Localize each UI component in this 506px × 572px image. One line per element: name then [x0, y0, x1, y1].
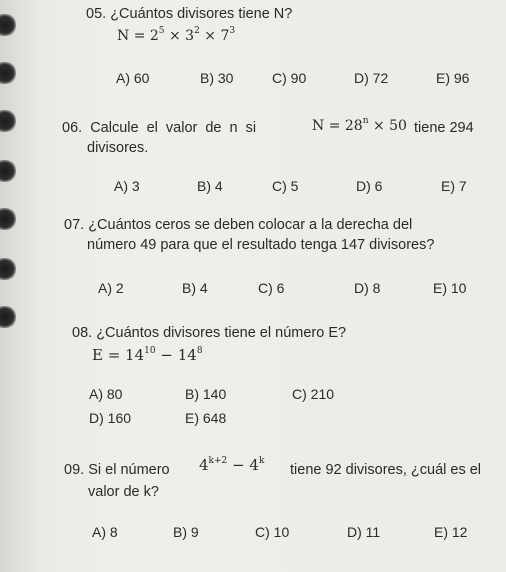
binding-ring — [0, 160, 16, 182]
binding-ring — [0, 258, 16, 280]
option-d[interactable]: D) 72 — [354, 70, 389, 86]
binding-ring — [0, 306, 16, 328]
question-text: tiene 92 divisores, ¿cuál es el — [290, 462, 482, 478]
option-b[interactable]: B) 30 — [200, 70, 234, 86]
option-e[interactable]: E) 648 — [185, 410, 227, 426]
formula-09: $4^{k+2} - 4^k$ — [199, 456, 265, 474]
option-e[interactable]: E) 96 — [436, 70, 470, 86]
question-text: tiene 294 — [414, 120, 474, 136]
option-a[interactable]: A) 2 — [98, 280, 124, 296]
binding-ring — [0, 208, 16, 230]
option-a[interactable]: A) 3 — [114, 178, 140, 194]
option-a[interactable]: A) 80 — [89, 386, 123, 402]
option-c[interactable]: C) 210 — [292, 386, 335, 402]
binding-ring — [0, 110, 16, 132]
formula-06: $N = 28^n \times 50$ — [312, 116, 407, 134]
option-c[interactable]: C) 90 — [272, 70, 307, 86]
option-b[interactable]: B) 4 — [182, 280, 208, 296]
binding-ring — [0, 62, 16, 84]
question-05 — [86, 5, 292, 24]
question-text: Si el número — [88, 462, 170, 478]
question-number: 08. — [72, 325, 93, 341]
question-text: valor de k? — [88, 484, 159, 500]
question-09 — [64, 461, 170, 480]
option-e[interactable]: E) 12 — [434, 524, 468, 540]
option-b[interactable]: B) 9 — [173, 524, 199, 540]
option-c[interactable]: C) 5 — [272, 178, 299, 194]
question-08 — [72, 324, 346, 343]
option-a[interactable]: A) 8 — [92, 524, 118, 540]
question-number: 07. — [64, 217, 85, 233]
question-number: 06. — [62, 120, 83, 136]
question-07 — [64, 216, 412, 235]
question-text: Calcule el valor de n si — [90, 120, 257, 136]
question-text: ¿Cuántos divisores tiene N? — [110, 6, 293, 22]
option-b[interactable]: B) 140 — [185, 386, 227, 402]
option-a[interactable]: A) 60 — [116, 70, 150, 86]
option-d[interactable]: D) 6 — [356, 178, 383, 194]
option-e[interactable]: E) 10 — [433, 280, 467, 296]
notebook-binding — [0, 0, 22, 572]
question-number: 05. — [86, 6, 107, 22]
formula-05: $N = 2^5 \times 3^2 \times 7^3$ — [117, 26, 236, 44]
option-e[interactable]: E) 7 — [441, 178, 467, 194]
question-number: 09. — [64, 462, 85, 478]
question-text: divisores. — [87, 140, 149, 156]
formula-08: $E = 14^{10} - 14^8$ — [92, 346, 203, 364]
binding-ring — [0, 14, 16, 36]
option-c[interactable]: C) 10 — [255, 524, 290, 540]
option-d[interactable]: D) 8 — [354, 280, 381, 296]
question-text: ¿Cuántos divisores tiene el número E? — [96, 325, 347, 341]
option-b[interactable]: B) 4 — [197, 178, 223, 194]
question-text: número 49 para que el resultado tenga 147 divisores? — [87, 237, 435, 253]
option-d[interactable]: D) 160 — [89, 410, 132, 426]
question-06 — [62, 119, 256, 138]
option-c[interactable]: C) 6 — [258, 280, 285, 296]
option-d[interactable]: D) 11 — [347, 524, 381, 540]
question-text: ¿Cuántos ceros se deben colocar a la derecha del — [88, 217, 413, 233]
